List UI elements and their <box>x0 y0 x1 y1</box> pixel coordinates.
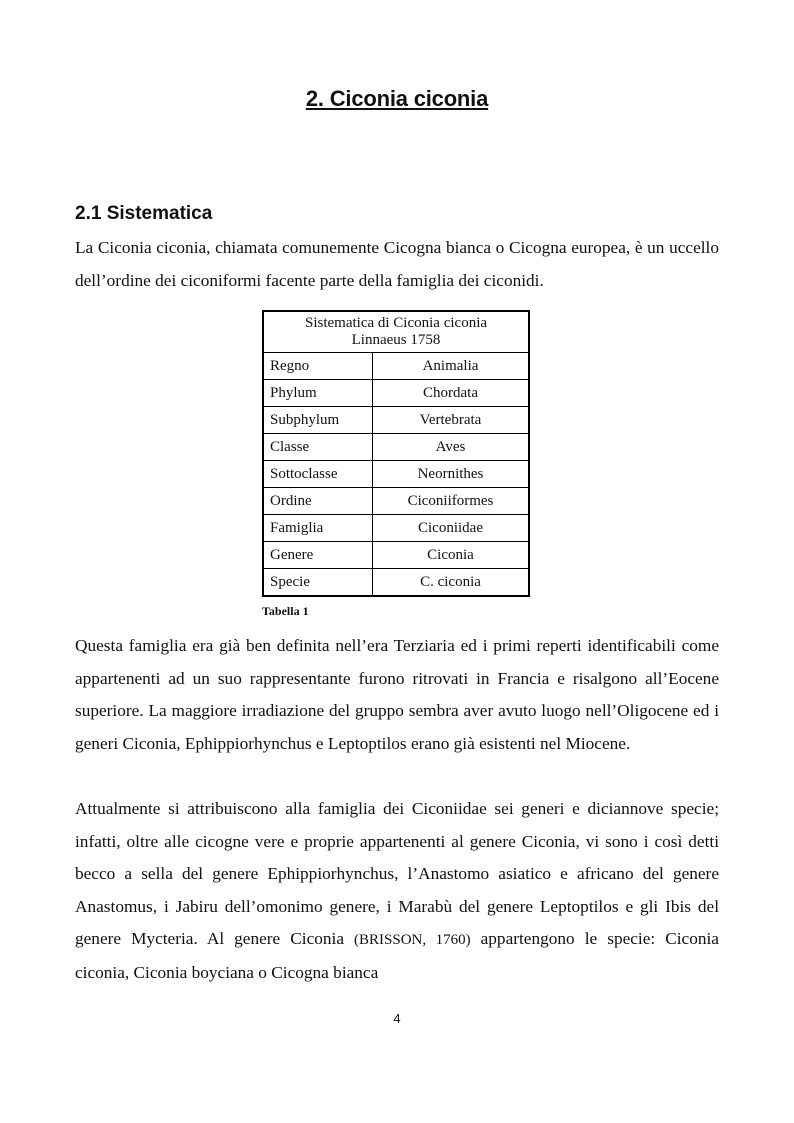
table-row <box>263 488 529 515</box>
table-header-line-1: Sistematica di Ciconia ciconia <box>304 315 488 331</box>
paragraph-genera-text-1: Attualmente si attribuiscono alla famiglia dei Ciconiidae sei generi e diciannove specie; infatti, oltre alle cicogne vere e proprie appartenenti al genere Ciconia, vi sono i così detti becco a sella del genere Ephippiorhynchus, l’Anastomo asiatico e africano del genere Anastomus, i Jabiru dell’omonimo genere, i Marabù del genere Leptoptilos e gli Ibis del genere Mycteria. Al genere Ciconia <box>75 799 719 948</box>
table-caption: Tabella 1 <box>262 604 309 618</box>
page-number: 4 <box>393 1011 401 1026</box>
taxonomy-table <box>262 310 530 597</box>
table-header-cell <box>263 311 529 353</box>
citation: (BRISSON, 1760) <box>354 932 471 948</box>
rank-cell: Regno <box>263 353 373 380</box>
table-header-line-2: Linnaeus 1758 <box>351 332 441 348</box>
value-cell: Chordata <box>373 380 530 407</box>
value-cell: Aves <box>373 434 530 461</box>
rank-cell: Ordine <box>263 488 373 515</box>
value-cell: Ciconiiformes <box>373 488 530 515</box>
rank-cell: Famiglia <box>263 515 373 542</box>
rank-cell: Specie <box>263 569 373 597</box>
table-row <box>263 569 529 597</box>
table-row <box>263 407 529 434</box>
rank-cell: Sottoclasse <box>263 461 373 488</box>
taxonomy-table-wrapper <box>262 310 530 597</box>
rank-cell: Subphylum <box>263 407 373 434</box>
value-cell: Animalia <box>373 353 530 380</box>
paragraph-genera-text-2: appartengono le specie: Ciconia ciconia, Ciconia boyciana o Cicogna bianca <box>75 929 719 982</box>
value-cell: Neornithes <box>373 461 530 488</box>
rank-cell: Genere <box>263 542 373 569</box>
rank-cell: Classe <box>263 434 373 461</box>
paragraph-history: Questa famiglia era già ben definita nell’era Terziaria ed i primi reperti identificabili come appartenenti ad un suo rappresentante furono ritrovati in Francia e risalgono all’Eocene superiore. La maggiore irradiazione del gruppo sembra aver avuto luogo nell’Oligocene ed i generi Ciconia, Ephippiorhynchus e Leptoptilos erano già esistenti nel Miocene. <box>75 636 719 753</box>
table-row <box>263 542 529 569</box>
value-cell: C. ciconia <box>373 569 530 597</box>
table-row <box>263 515 529 542</box>
value-cell: Ciconiidae <box>373 515 530 542</box>
paragraph-intro: La Ciconia ciconia, chiamata comunemente Cicogna bianca o Cicogna europea, è un uccello dell’ordine dei ciconiformi facente parte della famiglia dei ciconidi. <box>75 238 719 290</box>
rank-cell: Phylum <box>263 380 373 407</box>
table-row <box>263 353 529 380</box>
table-header-row <box>263 311 529 353</box>
paragraph-genera <box>75 793 719 989</box>
section-title: 2.1 Sistematica <box>75 203 213 224</box>
table-row <box>263 461 529 488</box>
table-row <box>263 434 529 461</box>
table-row <box>263 380 529 407</box>
value-cell: Vertebrata <box>373 407 530 434</box>
value-cell: Ciconia <box>373 542 530 569</box>
chapter-title: 2. Ciconia ciconia <box>305 86 489 111</box>
